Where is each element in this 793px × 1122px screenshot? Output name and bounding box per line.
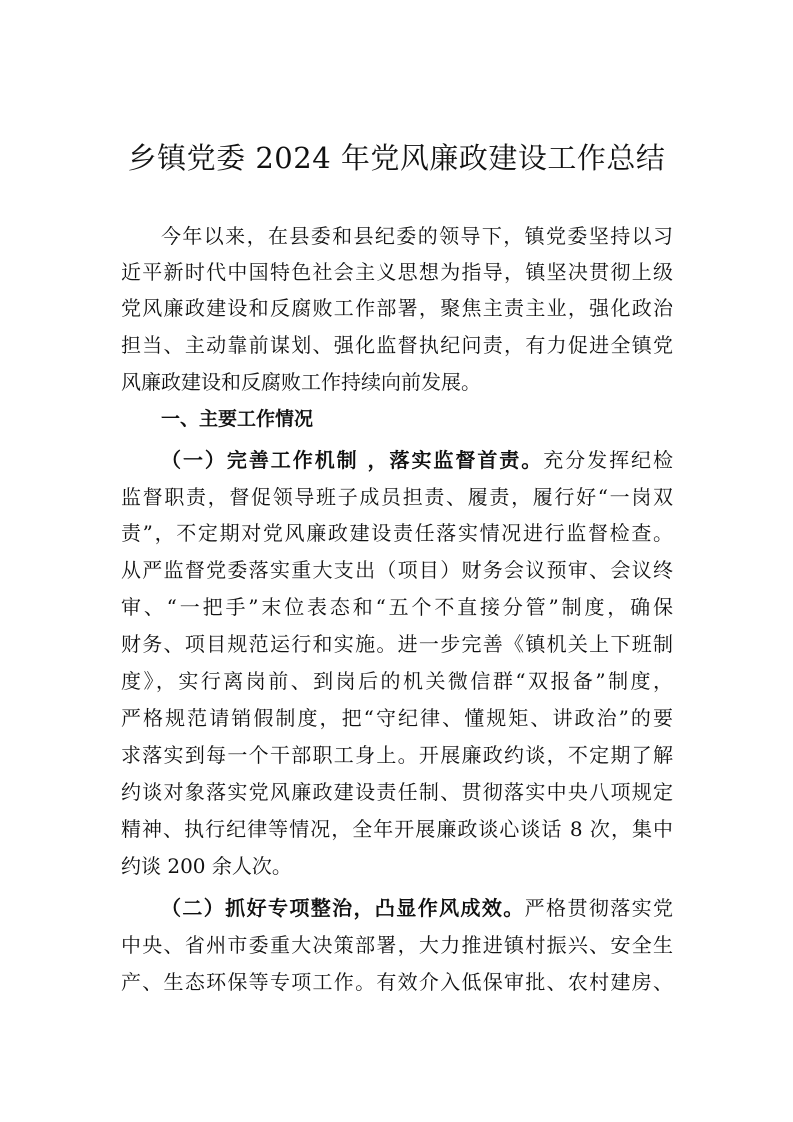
intro-line: 风廉政建设和反腐败工作持续向前发展。: [121, 370, 481, 394]
subsection-text: 严格贯彻落实党: [524, 896, 674, 920]
body-line: 中央、省州市委重大决策部署，大力推进镇村振兴、安全生: [121, 933, 673, 957]
body-line: 严格规范请销假制度，把“守纪律、懂规矩、讲政治”的要: [121, 706, 673, 730]
body-line: 精神、执行纪律等情况，全年开展廉政谈心谈话 8 次，集中: [121, 817, 673, 841]
body-line: 度》，实行离岗前、到岗后的机关微信群“双报备”制度，: [121, 669, 673, 693]
subsection-text: 充分发挥纪检: [543, 448, 674, 472]
body-line: 求落实到每一个干部职工身上。开展廉政约谈，不定期了解: [121, 743, 673, 767]
document-title: 乡镇党委 2024 年党风廉政建设工作总结: [127, 141, 666, 175]
intro-line: 近平新时代中国特色社会主义思想为指导，镇坚决贯彻上级: [121, 260, 673, 284]
body-line: 产、生态环保等专项工作。有效介入低保审批、农村建房、: [121, 970, 673, 994]
subsection-first-line: [161, 890, 673, 926]
body-line: 审、“一把手”末位表态和“五个不直接分管”制度，确保: [121, 595, 673, 619]
intro-line: 担当、主动靠前谋划、强化监督执纪问责，有力促进全镇党: [121, 333, 673, 357]
body-line: 约谈对象落实党风廉政建设责任制、贯彻落实中央八项规定: [121, 780, 673, 804]
section-heading: 一、主要工作情况: [161, 408, 314, 430]
intro-line: 党风廉政建设和反腐败工作部署，聚焦主责主业，强化政治: [121, 296, 673, 320]
body-line: 财务、项目规范运行和实施。进一步完善《镇机关上下班制: [121, 632, 673, 656]
intro-line: 今年以来，在县委和县纪委的领导下，镇党委坚持以习: [161, 224, 673, 248]
body-line: 监督职责，督促领导班子成员担责、履责，履行好“一岗双: [121, 485, 673, 509]
subsection-first-line: [161, 442, 673, 478]
subsection-label: （一）完善工作机制 ，落实监督首责。: [161, 448, 544, 472]
body-line: 从严监督党委落实重大支出（项目）财务会议预审、会议终: [121, 558, 673, 582]
body-line: 约谈 200 余人次。: [121, 854, 292, 878]
body-line: 责”，不定期对党风廉政建设责任落实情况进行监督检查。: [121, 521, 673, 545]
subsection-label: （二）抓好专项整治，凸显作风成效。: [161, 896, 525, 920]
